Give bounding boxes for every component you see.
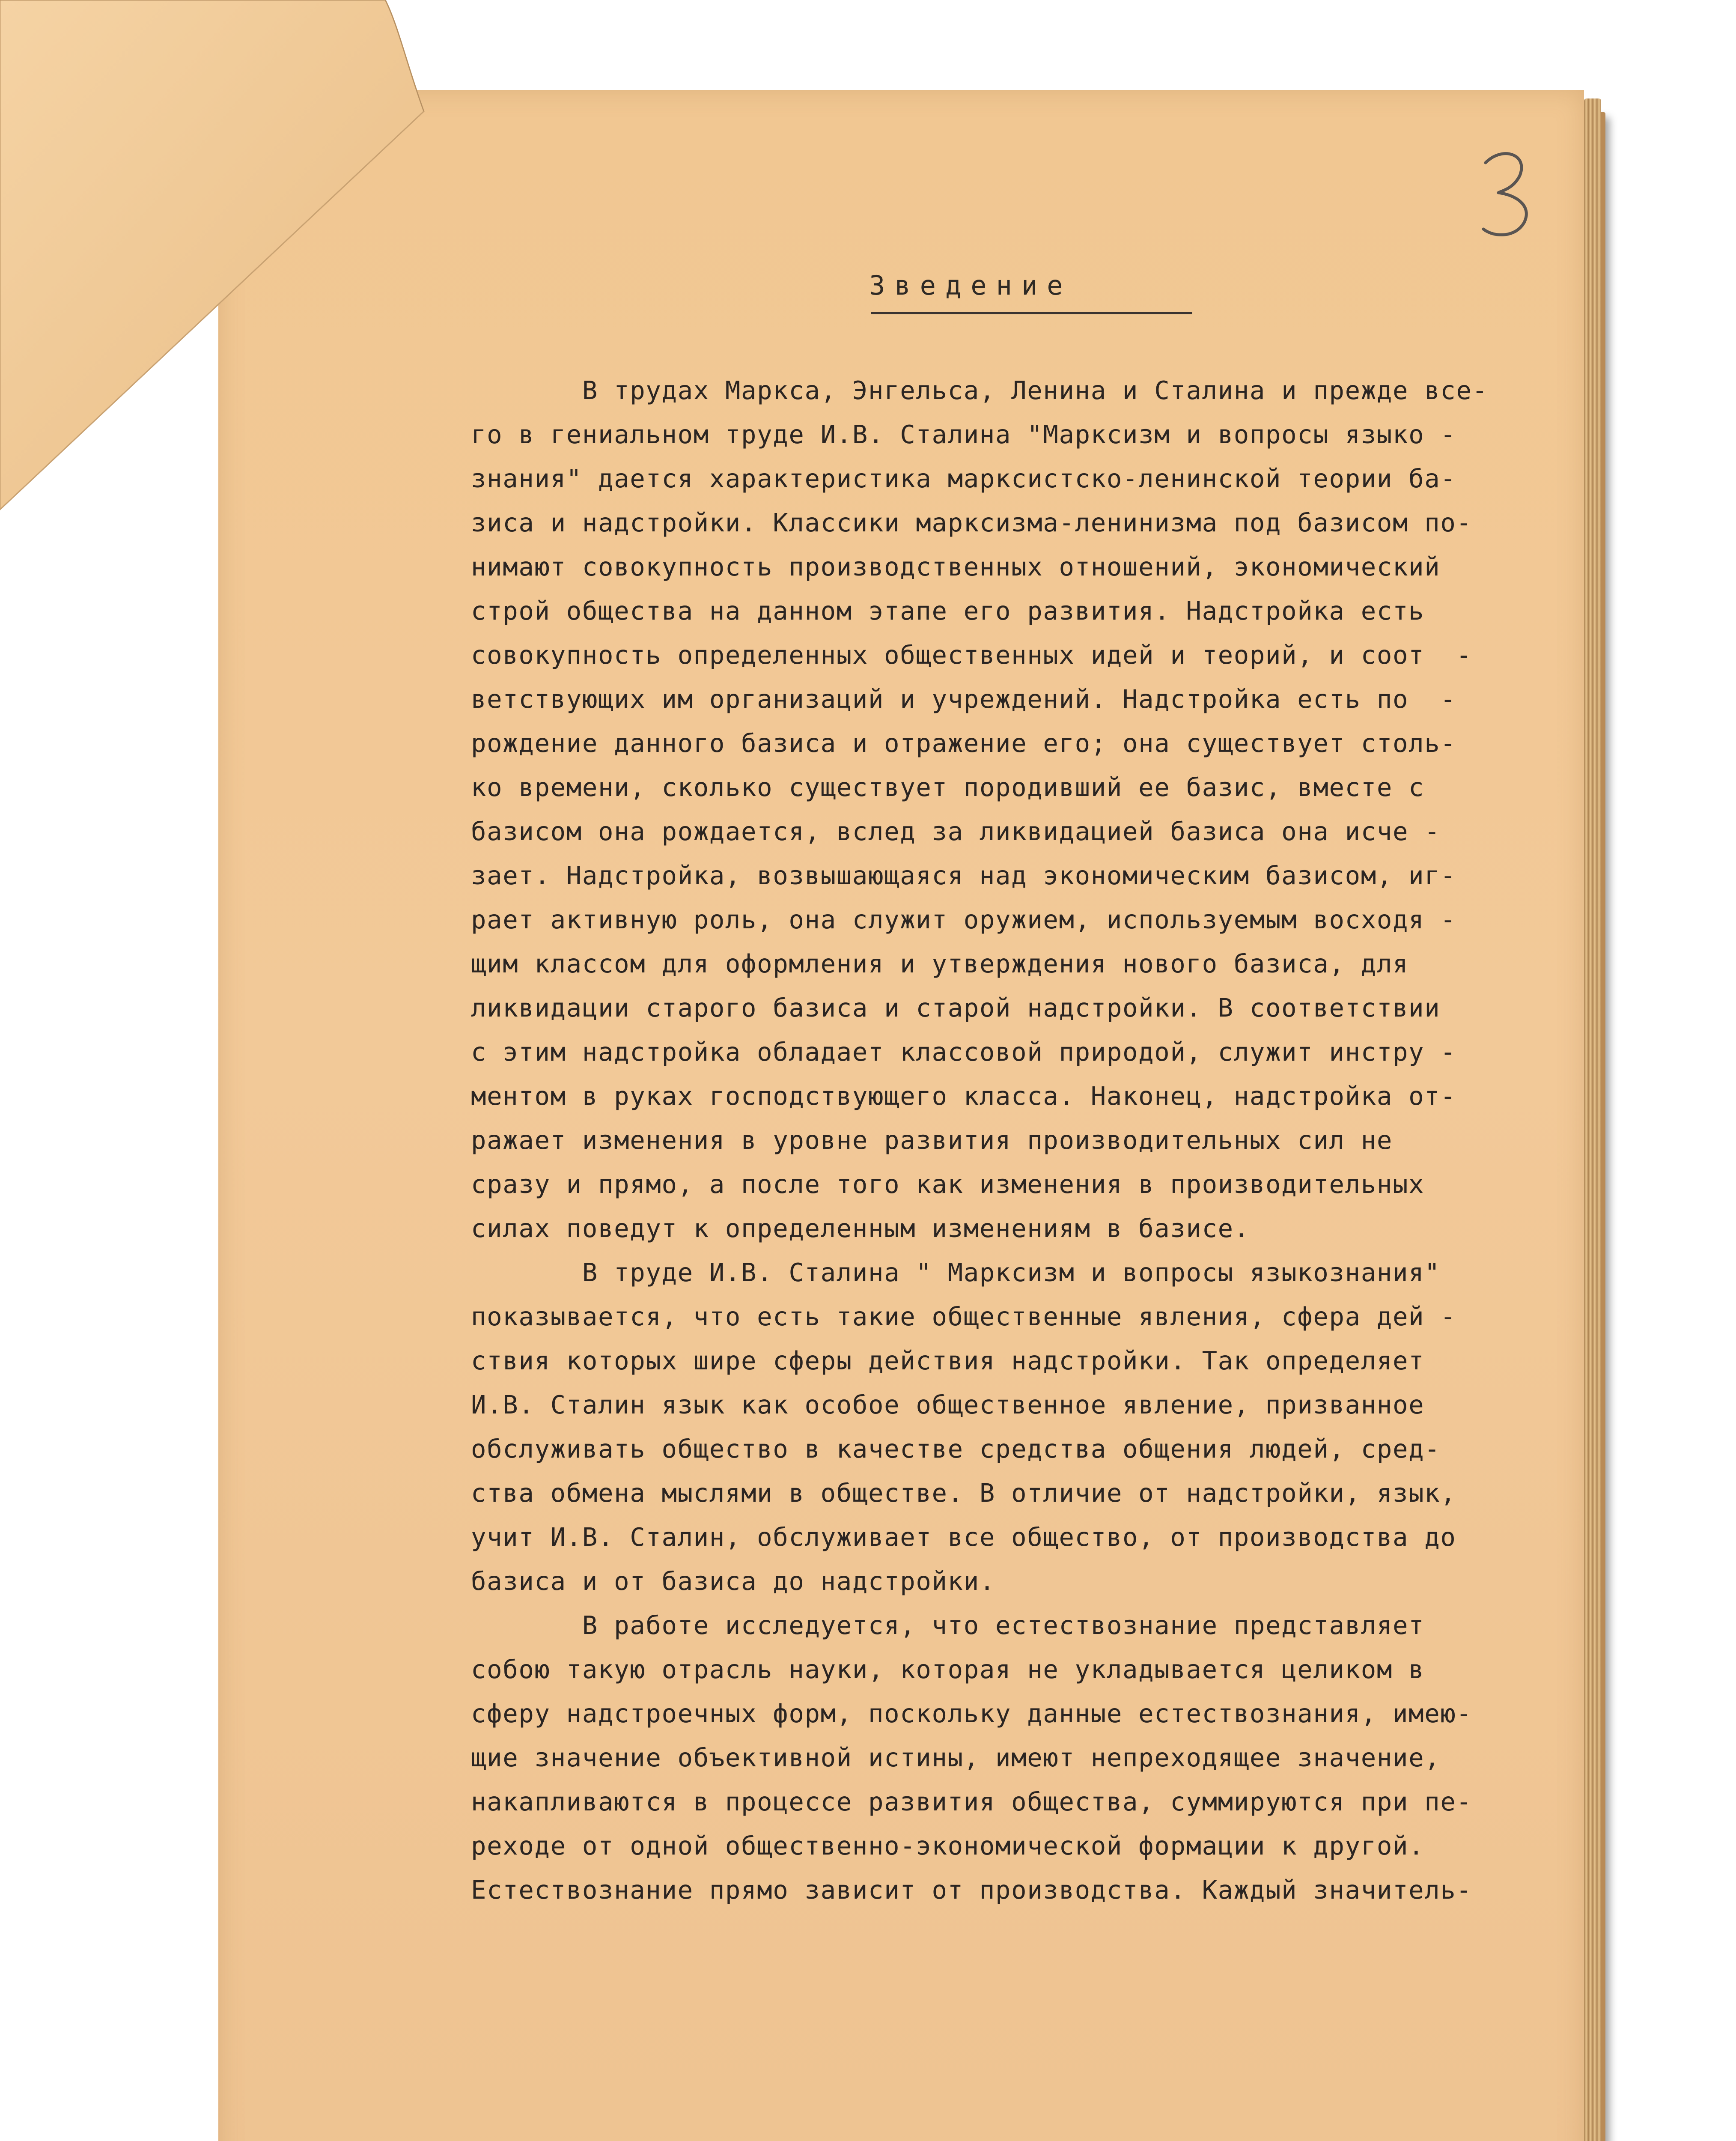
text-line: рает активную роль, она служит оружием, используемым восходя - [471,905,1456,934]
text-line: И.В. Сталин язык как особое общественное явление, призванное [471,1390,1425,1419]
text-line: знания" дается характеристика марксистско-ленинской теории ба- [471,464,1456,493]
folded-page-corner [0,0,428,514]
document-title: Зведение [869,270,1072,301]
text-line: В работе исследуется, что естествознание представляет [471,1610,1425,1640]
text-line: ветствующих им организаций и учреждений. Надстройка есть по - [471,684,1456,714]
text-line: собою такую отрасль науки, которая не укладывается целиком в [471,1655,1425,1684]
text-line: обслуживать общество в качестве средства общения людей, сред- [471,1434,1441,1464]
text-line: ликвидации старого базиса и старой надстройки. В соответствии [471,993,1441,1023]
text-line: учит И.В. Сталин, обслуживает все общество, от производства до [471,1522,1456,1552]
text-line: базиса и от базиса до надстройки. [471,1566,995,1596]
text-line: базисом она рождается, вслед за ликвидацией базиса она исче - [471,817,1441,846]
text-line: нимают совокупность производственных отношений, экономический [471,552,1441,581]
handwritten-page-number [1473,146,1541,240]
text-line: показывается, что есть такие общественные явления, сфера дей - [471,1302,1456,1331]
text-line: строй общества на данном этапе его развития. Надстройка есть [471,596,1425,626]
text-line: В труде И.В. Сталина " Марксизм и вопросы языкознания" [471,1258,1441,1287]
text-line: с этим надстройка обладает классовой природой, служит инстру - [471,1037,1456,1067]
text-line: щие значение объективной истины, имеют непреходящее значение, [471,1743,1441,1772]
text-line: накапливаются в процессе развития общества, суммируются при пе- [471,1787,1472,1816]
title-underline [871,312,1192,314]
text-line: ражает изменения в уровне развития производительных сил не [471,1125,1393,1155]
text-line: рождение данного базиса и отражение его; она существует столь- [471,728,1456,758]
text-line: щим классом для оформления и утверждения нового базиса, для [471,949,1409,978]
text-line: ко времени, сколько существует породивший ее базис, вместе с [471,772,1425,802]
text-line: ства обмена мыслями в обществе. В отличие от надстройки, язык, [471,1478,1456,1508]
text-line: зает. Надстройка, возвышающаяся над экономическим базисом, иг- [471,861,1456,890]
page-stack-edge [1584,98,1601,2141]
text-line: силах поведут к определенным изменениям в базисе. [471,1214,1250,1243]
text-line: совокупность определенных общественных идей и теорий, и соот - [471,640,1472,670]
text-line: Естествознание прямо зависит от производства. Каждый значитель- [471,1875,1472,1905]
text-line: В трудах Маркса, Энгельса, Ленина и Сталина и прежде все- [471,376,1488,405]
text-line: го в гениальном труде И.В. Сталина "Марксизм и вопросы языко - [471,420,1456,449]
text-line: ствия которых шире сферы действия надстройки. Так определяет [471,1346,1425,1375]
text-line: реходе от одной общественно-экономической формации к другой. [471,1831,1425,1861]
body-text [471,368,1558,1912]
text-line: сферу надстроечных форм, поскольку данные естествознания, имею- [471,1699,1472,1728]
text-line: зиса и надстройки. Классики марксизма-ленинизма под базисом по- [471,508,1472,537]
text-line: ментом в руках господствующего класса. Наконец, надстройка от- [471,1081,1456,1111]
text-line: сразу и прямо, а после того как изменения в производительных [471,1169,1425,1199]
